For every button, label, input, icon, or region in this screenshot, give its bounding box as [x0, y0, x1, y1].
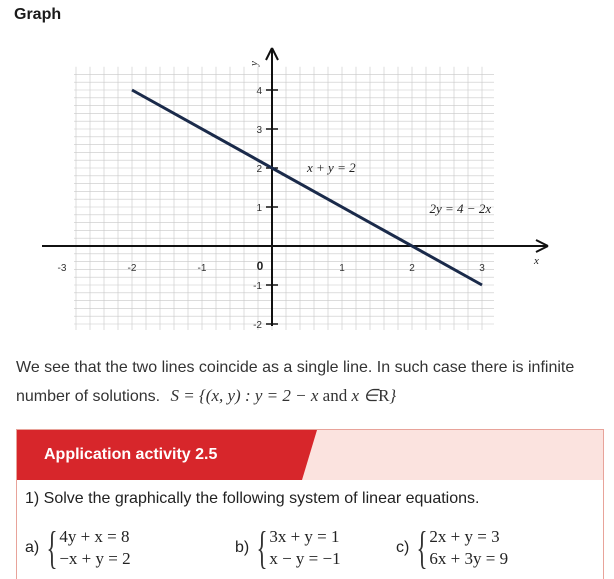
x-tick-label: 1: [339, 263, 345, 274]
origin-label: 0: [256, 259, 264, 273]
chart-series: [132, 90, 482, 285]
system-b: [235, 522, 341, 573]
x-tick-label: -1: [197, 263, 207, 274]
chart-annotations: [306, 160, 491, 216]
system-equation: 6x + 3y = 9: [429, 549, 509, 568]
left-brace-icon: {: [416, 522, 428, 573]
activity-question: 1) Solve the graphically the following system of linear equations.: [25, 490, 480, 507]
system-label: c): [396, 539, 410, 556]
solution-set-mid: x ∈: [351, 386, 379, 405]
system-c: [396, 522, 509, 573]
activity-title: Application activity 2.5: [44, 446, 218, 463]
series-line: [132, 90, 482, 285]
y-tick-label: 4: [256, 86, 262, 97]
equation-annotation: 2y = 4 − 2x: [429, 200, 492, 216]
solution-set-real: R: [378, 386, 390, 405]
y-axis-label: y: [248, 61, 260, 66]
system-a: [25, 522, 131, 573]
system-equation: −x + y = 2: [59, 549, 131, 568]
system-equation: 4y + x = 8: [59, 527, 130, 546]
x-tick-label: 3: [479, 263, 485, 274]
explanation-text: We see that the two lines coincide as a single line. In such case there is infinite number of solutions.: [16, 359, 575, 405]
system-equation: 3x + y = 1: [269, 527, 340, 546]
y-tick-label: -2: [253, 320, 262, 331]
solution-set-prefix: S = {(x, y) : y = 2 − x: [170, 386, 319, 405]
chart-ticks: [58, 61, 539, 331]
x-tick-label: -2: [127, 263, 137, 274]
left-brace-icon: {: [256, 522, 268, 573]
application-activity-box: [16, 429, 604, 579]
y-tick-label: 3: [256, 125, 262, 136]
system-equation: 2x + y = 3: [429, 527, 500, 546]
activity-banner: [17, 430, 603, 480]
system-equation: x − y = −1: [269, 549, 341, 568]
equation-annotation: x + y = 2: [307, 160, 356, 175]
y-tick-label: -1: [253, 281, 262, 292]
y-tick-label: 2: [256, 164, 262, 175]
solution-set-suffix: }: [389, 386, 397, 405]
line-graph: [0, 38, 614, 338]
system-label: a): [25, 539, 40, 556]
chart-grid: [74, 67, 494, 330]
left-brace-icon: {: [46, 522, 58, 573]
section-heading: Graph: [14, 6, 62, 23]
system-label: b): [235, 539, 250, 556]
explanation-paragraph: [16, 354, 606, 411]
solution-set: [171, 386, 397, 405]
x-tick-label: 2: [409, 263, 415, 274]
x-tick-label: -3: [57, 263, 67, 274]
y-tick-label: 1: [256, 203, 262, 214]
x-axis-label: x: [534, 255, 539, 267]
solution-set-and: and: [322, 386, 348, 405]
